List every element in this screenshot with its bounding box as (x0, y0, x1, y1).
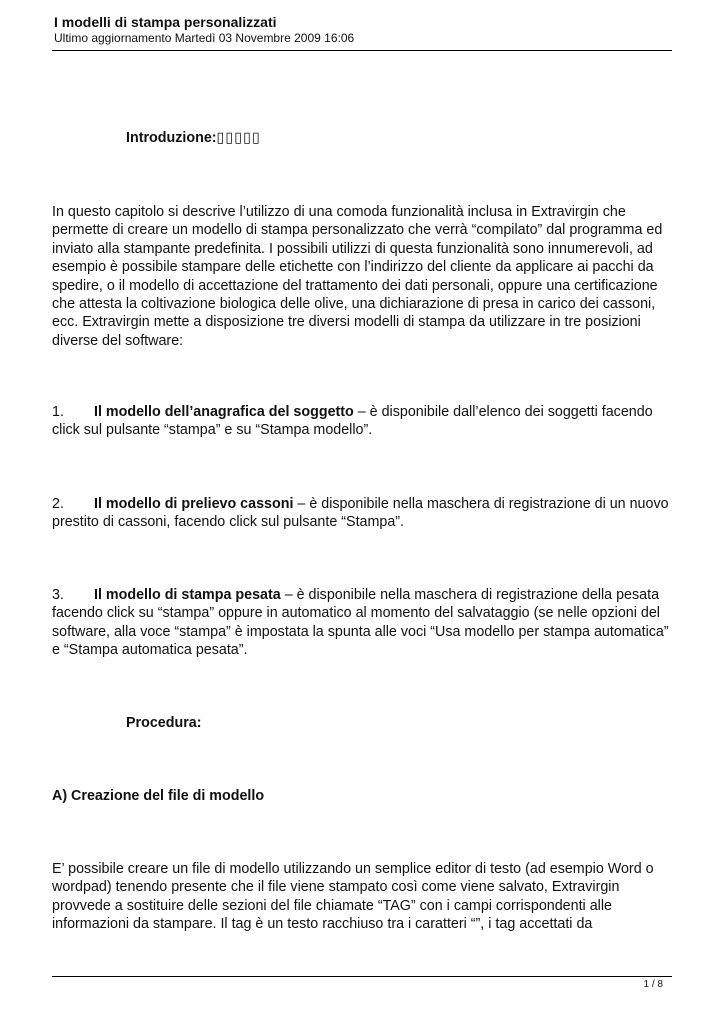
procedure-paragraph: E’ possibile creare un file di modello utilizzando un semplice editor di testo (ad esempio Word o wordpad) tenendo presente che il file viene stampato così come viene salvato, Extravirgin provvede a sostituire delle sezioni del file chiamate “TAG” con i campi corrispondenti alle informazioni da stampare. Il tag è un testo racchiuso tra i caratteri “”, i tag accettati da (52, 861, 654, 933)
list-item-text: – è disponibile dall’elenco dei soggetti facendo click sul pulsante “stampa” e su “Stampa modello”. (52, 404, 653, 439)
list-item-title: Il modello dell’anagrafica del soggetto (94, 404, 354, 420)
intro-paragraph: In questo capitolo si descrive l’utilizzo di una comoda funzionalità inclusa in Extravirgin che permette di creare un modello di stampa personalizzato che verrà “compilato” dal programma ed inviato alla stampante predefinita. I possibili utilizzi di questa funzionalità sono innumerevoli, ad esempio è possibile stampare delle etichette con l’indirizzo del cliente da applicare ai pacchi da spedire, o il modello di accettazione del trattamento dei dati personali, oppure una certificazione che attesta la coltivazione biologica delle olive, una dichiarazione di presa in carico dei cassoni, ecc. Extravirgin mette a disposizione tre diversi modelli di stampa da utilizzare in tre posizioni diverse del software: (52, 204, 663, 349)
missing-glyph-boxes: ▯▯▯▯▯ (216, 130, 261, 146)
list-item-title: Il modello di prelievo cassoni (94, 496, 294, 512)
footer-divider (52, 976, 672, 977)
intro-heading-text: Introduzione: (126, 130, 217, 146)
header-divider (52, 50, 672, 51)
list-item-1 (52, 403, 676, 440)
list-item-2 (52, 495, 676, 532)
list-item-text: – è disponibile nella maschera di registrazione della pesata facendo click su “stampa” oppure in automatico al momento del salvataggio (se nelle opzioni del software, alla voce “stampa” è impostata la spunta alle voci “Usa modello per stampa automatica” e “Stampa automatica pesata”. (52, 587, 669, 659)
list-item-number: 3. (52, 587, 64, 603)
page-number: 1 / 8 (643, 979, 663, 990)
list-item-text: – è disponibile nella maschera di registrazione di un nuovo prestito di cassoni, facendo click sul pulsante “Stampa”. (52, 496, 669, 531)
section-a-heading: A) Creazione del file di modello (52, 788, 265, 804)
list-item-number: 1. (52, 404, 64, 420)
list-item-number: 2. (52, 496, 64, 512)
intro-heading (126, 130, 261, 146)
list-item-3 (52, 586, 676, 660)
header-title: I modelli di stampa personalizzati (54, 14, 277, 30)
last-updated: Ultimo aggiornamento Martedì 03 Novembre 2009 16:06 (54, 31, 355, 45)
list-item-title: Il modello di stampa pesata (94, 587, 281, 603)
procedure-heading: Procedura: (126, 715, 202, 731)
